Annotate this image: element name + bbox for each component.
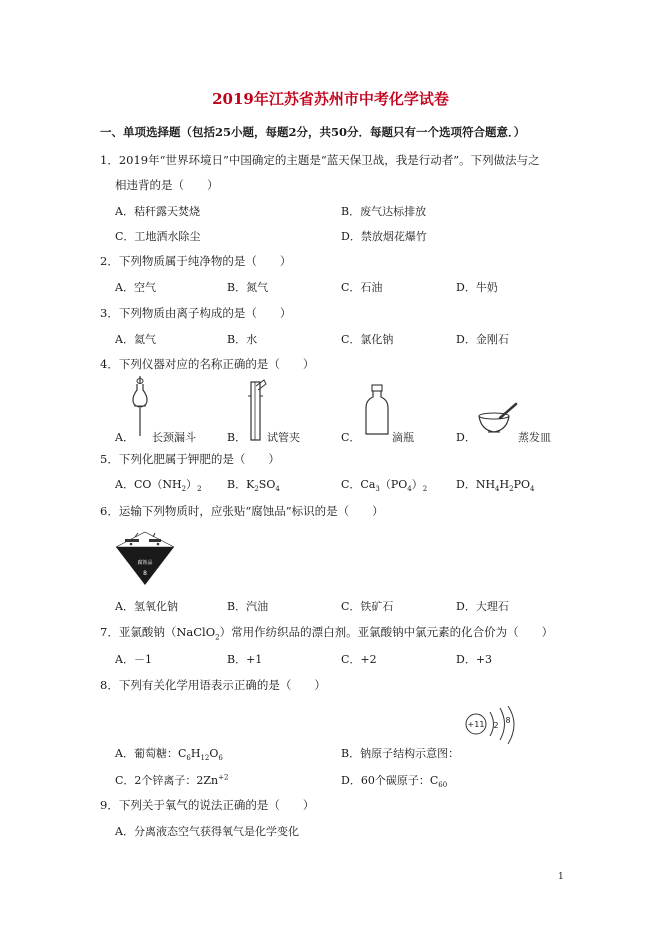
question-6-option-b: B．汽油 xyxy=(227,600,269,613)
section-heading: 一、单项选择题（包括25小题，每题2分，共50分．每题只有一个选项符合题意．） xyxy=(100,125,526,139)
question-7-option-a: A．－1 xyxy=(115,653,152,666)
page-number: 1 xyxy=(558,872,564,882)
mortar-dish-icon xyxy=(476,402,522,436)
corrosive-sign-number: 8 xyxy=(143,570,147,577)
question-7-option-d: D．+3 xyxy=(456,653,493,666)
question-5-stem: 5．下列化肥属于钾肥的是（ ） xyxy=(100,452,280,466)
question-4-option-a-name: 长颈漏斗 xyxy=(152,431,196,444)
reagent-bottle-icon xyxy=(364,384,390,438)
question-1-option-c: C．工地洒水除尘 xyxy=(115,230,201,243)
question-1-option-a: A．秸秆露天焚烧 xyxy=(115,205,200,218)
question-4-option-c-name: 滴瓶 xyxy=(392,431,414,444)
question-4-option-c-letter: C． xyxy=(341,431,361,444)
question-8-stem: 8．下列有关化学用语表示正确的是（ ） xyxy=(100,678,326,692)
question-3-option-c: C．氯化钠 xyxy=(341,333,394,346)
question-3-option-b: B．水 xyxy=(227,333,258,346)
question-1-stem-line1: 1．2019年“世界环境日”中国确定的主题是“蓝天保卫战，我是行动者”。下列做法与之 xyxy=(100,153,540,167)
question-2-option-d: D．牛奶 xyxy=(456,281,498,294)
question-6-option-d: D．大理石 xyxy=(456,600,509,613)
question-9-option-a: A．分离液态空气获得氧气是化学变化 xyxy=(115,825,299,838)
question-3-option-d: D．金刚石 xyxy=(456,333,509,346)
test-tube-holder-icon xyxy=(244,376,268,442)
exam-title: 2019年江苏省苏州市中考化学试卷 xyxy=(212,90,449,108)
question-9-stem: 9．下列关于氧气的说法正确的是（ ） xyxy=(100,798,315,812)
atom-shell-1-electrons: 2 xyxy=(493,721,499,730)
question-4-stem: 4．下列仪器对应的名称正确的是（ ） xyxy=(100,357,315,371)
atom-nucleus-charge: +11 xyxy=(467,720,485,729)
question-6-stem: 6．运输下列物质时，应张贴“腐蚀品”标识的是（ ） xyxy=(100,504,384,518)
question-3-stem: 3．下列物质由离子构成的是（ ） xyxy=(100,306,292,320)
question-6-option-c: C．铁矿石 xyxy=(341,600,394,613)
question-3-option-a: A．氦气 xyxy=(115,333,156,346)
question-1-stem-line2: 相违背的是（ ） xyxy=(115,178,219,192)
question-1-option-b: B．废气达标排放 xyxy=(341,205,427,218)
question-7-option-c: C．+2 xyxy=(341,653,377,666)
question-4-option-d-name: 蒸发皿 xyxy=(518,431,551,444)
question-8-option-d: D．60个碳原子：$C_{60}$ xyxy=(341,774,448,790)
sodium-atom-diagram xyxy=(464,706,524,750)
question-2-option-c: C．石油 xyxy=(341,281,383,294)
question-5-option-c: C．$Ca_3(PO_4)_2$ xyxy=(341,478,428,494)
question-7-option-b: B．+1 xyxy=(227,653,263,666)
question-6-option-a: A．氢氧化钠 xyxy=(115,600,178,613)
question-5-option-a: A．$CO(NH_2)_2$ xyxy=(115,478,202,494)
question-8-option-c: C．2个锌离子：$2Zn^{+2}$ xyxy=(115,773,229,787)
question-2-stem: 2．下列物质属于纯净物的是（ ） xyxy=(100,254,292,268)
question-4-option-b-letter: B． xyxy=(227,431,247,444)
question-2-option-a: A．空气 xyxy=(115,281,156,294)
question-4-option-b-name: 试管夹 xyxy=(267,431,300,444)
atom-shell-2-electrons: 8 xyxy=(505,716,511,725)
question-1-option-d: D．禁放烟花爆竹 xyxy=(341,230,427,243)
question-4-option-d-letter: D． xyxy=(456,431,476,444)
question-7-stem: 7．亚氯酸钠（NaClO$_2$）常用作纺织品的漂白剂。亚氯酸钠中氯元素的化合价为（ ） xyxy=(100,625,554,642)
question-8-option-b: B．钠原子结构示意图： xyxy=(341,747,460,760)
question-2-option-b: B．氮气 xyxy=(227,281,269,294)
question-8-option-a: A．葡萄糖：$C_6H_{12}O_6$ xyxy=(115,747,223,763)
corrosive-sign-label: 腐蚀品 xyxy=(137,560,153,566)
corrosive-hazard-sign xyxy=(115,530,175,586)
question-4-option-a-letter: A． xyxy=(115,431,134,444)
question-5-option-b: B．$K_2SO_4$ xyxy=(227,478,280,494)
question-5-option-d: D．$NH_4H_2PO_4$ xyxy=(456,478,535,494)
